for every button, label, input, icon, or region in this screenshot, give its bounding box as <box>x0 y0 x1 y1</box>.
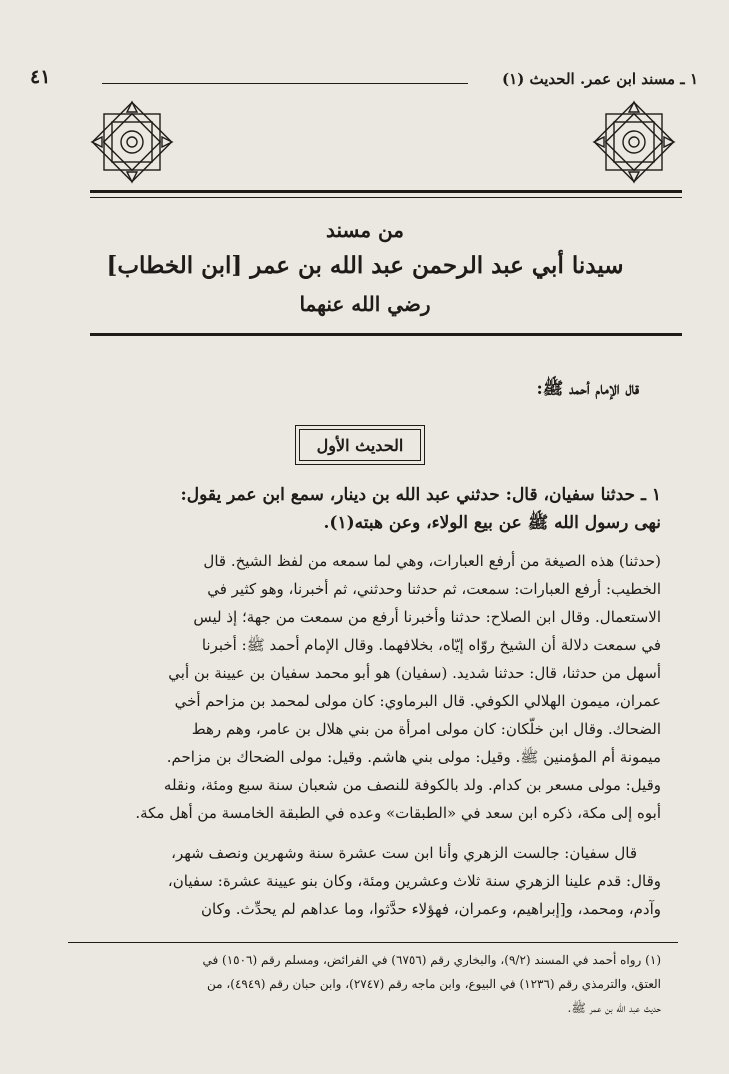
running-header <box>30 66 698 100</box>
hadith-title: الحديث الأول <box>299 429 421 461</box>
footnote-line: العتق، والترمذي رقم (١٢٣٦) في البيوع، وابن ماجه رقم (٢٧٤٧)، وابن حبان رقم (٤٩٤٩)، من <box>207 977 661 991</box>
commentary-line: في سمعت دلالة أن الشيخ روّاه إيّاه، بخلافهما. وقال الإمام أحمد ﷺ: أخبرنا <box>201 636 661 654</box>
paragraph-line: وآدم، ومحمد، و[إبراهيم، وعمران، فهؤلاء حدَّثوا، وما عداهم لم يحدِّث. وكان <box>201 900 661 918</box>
hadith-text-line: نهى رسول الله ﷺ عن بيع الولاء، وعن هبته(١). <box>323 513 661 533</box>
commentary-line: ميمونة أم المؤمنين ﷺ. وقيل: مولى بني هاشم. وقيل: مولى الضحاك بن مزاحم. <box>166 748 661 766</box>
footnote-rule <box>68 942 678 943</box>
title-rule-bottom <box>90 333 682 336</box>
commentary-line: الاستعمال. وقال ابن الصلاح: حدثنا وأخبرنا أرفع من سمعت من جهة؛ إذ ليس <box>193 608 661 626</box>
commentary-line: أبوه إلى مكة، ذكره ابن سعد في «الطبقات» وعده في الطبقة الخامسة من أهل مكة. <box>135 804 661 822</box>
footnote-line: حديث عبد الله بن عمر ﷺ. <box>567 1001 661 1015</box>
section-heading: سيدنا أبي عبد الرحمن عبد الله بن عمر [ابن الخطاب] <box>106 252 624 279</box>
hadith-title-box <box>295 425 425 465</box>
running-title: ١ ـ مسند ابن عمر. الحديث (١) <box>502 70 698 88</box>
commentary-line: عمران، ميمون الهلالي الكوفي. قال البرماوي: كان مولى لمحمد بن مزاحم أخي <box>174 692 661 710</box>
section-heading-prefix: من مسند <box>326 218 404 242</box>
ornament-rosette-icon <box>592 100 676 184</box>
paragraph-line: وقال: قدم علينا الزهري سنة ثلاث وعشرين ومئة، وكان بنو عيينة عشرة: سفيان، <box>167 872 661 890</box>
ornament-rosette-icon <box>90 100 174 184</box>
paragraph-line: قال سفيان: جالست الزهري وأنا ابن ست عشرة سنة وشهرين ونصف شهر، <box>171 844 637 862</box>
header-rule <box>102 83 468 84</box>
commentary-line: الخطيب: أرفع العبارات: سمعت، ثم حدثنا وحدثني، ثم أخبرنا، وهو كثير في <box>207 580 661 598</box>
commentary-line: أسهل من حدثنا، قال: حدثنا شديد. (سفيان) هو أبو محمد سفيان بن عيينة بن أبي <box>168 664 661 682</box>
commentary-line: (حدثنا) هذه الصيغة من أرفع العبارات، وهي لما سمعه من لفظ الشيخ. قال <box>203 552 661 570</box>
intro-line: قال الإمام أحمد ﷺ: <box>536 379 639 399</box>
footnote-line: (١) رواه أحمد في المسند (٩/٢)، والبخاري رقم (٦٧٥٦) في الفرائض، ومسلم رقم (١٥٠٦) في <box>202 953 661 967</box>
commentary-line: وقيل: مولى مسعر بن كدام. ولد بالكوفة للنصف من شعبان سنة سبع ومئة، ونقله <box>163 776 661 794</box>
page-number: ٤١ <box>30 66 51 88</box>
hadith-text-line: ١ ـ حدثنا سفيان، قال: حدثني عبد الله بن دينار، سمع ابن عمر يقول: <box>180 485 661 505</box>
commentary-line: الضحاك. وقال ابن خلّكان: كان مولى امرأة من بني هلال بن عامر، وهم رهط <box>191 720 661 738</box>
section-heading-suffix: رضي الله عنهما <box>299 292 431 316</box>
title-rule-top <box>90 190 682 193</box>
title-rule-top-thin <box>90 197 682 198</box>
